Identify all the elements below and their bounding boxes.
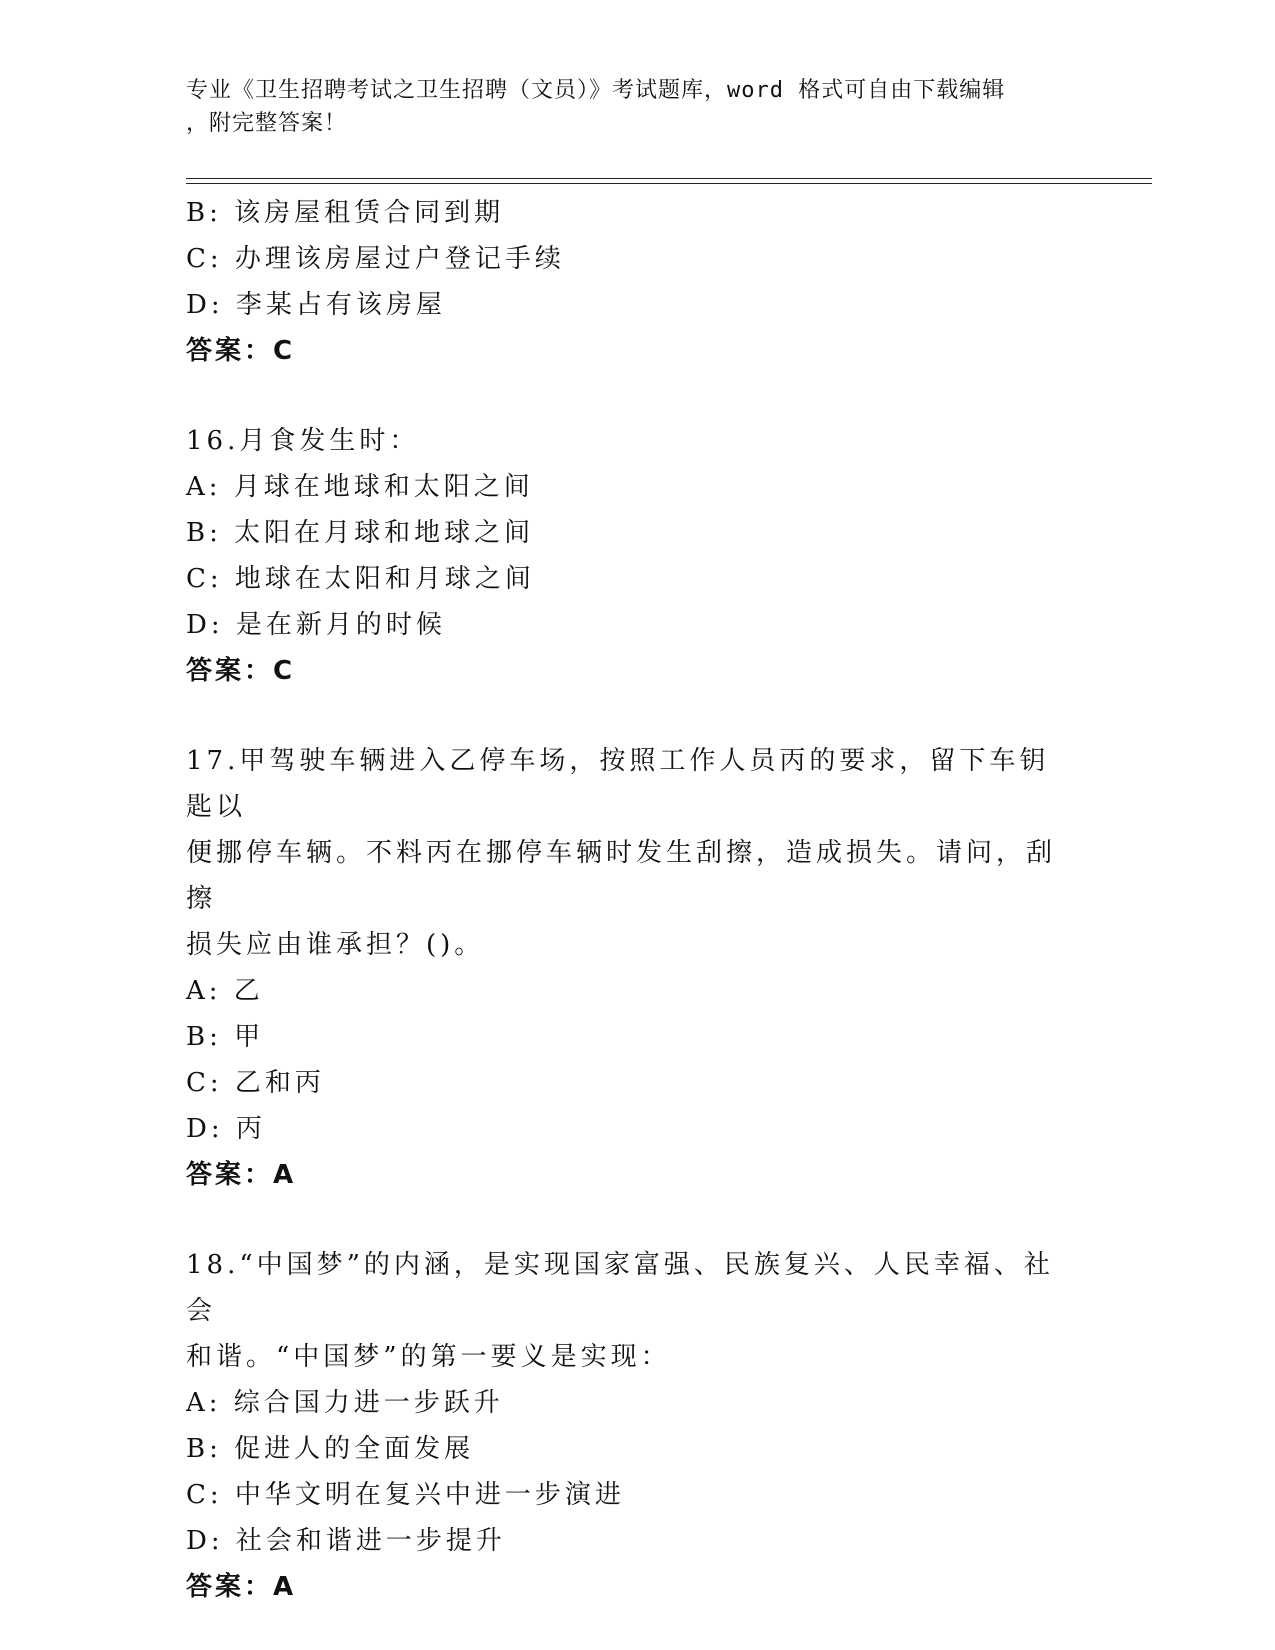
answer-label: 答案：A xyxy=(186,1572,297,1602)
option-b: B: 该房屋租赁合同到期 xyxy=(186,198,505,228)
answer-label: 答案：A xyxy=(186,1160,297,1190)
option-c: C: 中华文明在复兴中进一步演进 xyxy=(186,1480,625,1510)
question-stem-line-3: 损失应由谁承担？()。 xyxy=(186,930,485,960)
option-a: A: 乙 xyxy=(186,976,264,1006)
answer-label: 答案：C xyxy=(186,336,296,366)
option-b: B: 促进人的全面发展 xyxy=(186,1434,475,1464)
question-list xyxy=(186,190,1086,1610)
question-stem-line-2: 和谐。“中国梦”的第一要义是实现： xyxy=(186,1342,671,1372)
option-c: C: 地球在太阳和月球之间 xyxy=(186,564,535,594)
header-rule-top xyxy=(186,178,1152,179)
option-a: A: 综合国力进一步跃升 xyxy=(186,1388,504,1418)
question-stem-line-1: 18.“中国梦”的内涵，是实现国家富强、民族复兴、人民幸福、社会 xyxy=(186,1250,1054,1326)
option-a: A: 月球在地球和太阳之间 xyxy=(186,472,534,502)
option-c: C: 办理该房屋过户登记手续 xyxy=(186,244,565,274)
header-line-1: 专业《卫生招聘考试之卫生招聘（文员）》考试题库，word 格式可自由下载编辑 xyxy=(186,78,1006,103)
question-stem: 16.月食发生时： xyxy=(186,426,420,456)
question-16 xyxy=(186,418,1086,694)
answer-label: 答案：C xyxy=(186,656,296,686)
header-line-2: ，附完整答案！ xyxy=(186,111,348,136)
header-rule-bottom xyxy=(186,183,1152,184)
question-17 xyxy=(186,738,1086,1198)
option-c: C: 乙和丙 xyxy=(186,1068,325,1098)
question-stem-line-2: 便挪停车辆。不料丙在挪停车辆时发生刮擦，造成损失。请问，刮擦 xyxy=(186,838,1057,914)
option-d: D: 社会和谐进一步提升 xyxy=(186,1526,506,1556)
option-d: D: 是在新月的时候 xyxy=(186,610,446,640)
question-18 xyxy=(186,1242,1086,1610)
question-15 xyxy=(186,190,1086,374)
option-d: D: 李某占有该房屋 xyxy=(186,290,446,320)
question-stem-line-1: 17.甲驾驶车辆进入乙停车场，按照工作人员丙的要求，留下车钥匙以 xyxy=(186,746,1050,822)
option-b: B: 甲 xyxy=(186,1022,265,1052)
option-b: B: 太阳在月球和地球之间 xyxy=(186,518,535,548)
document-header xyxy=(186,74,1066,140)
option-d: D: 丙 xyxy=(186,1114,266,1144)
